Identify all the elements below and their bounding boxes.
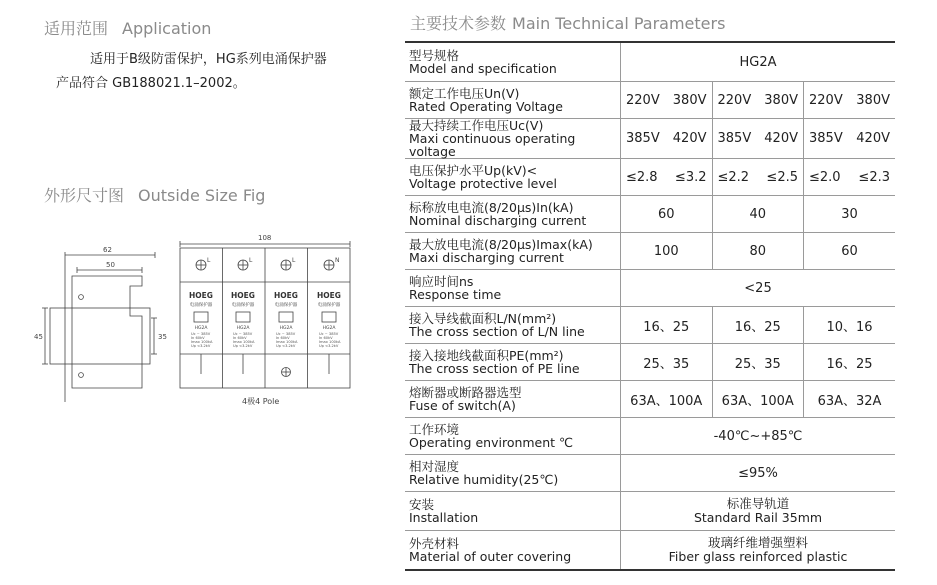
spec-value-text: 420V [764,131,798,146]
spec-label-cn: 最大放电电流(8/20μs)Imax(kA) [409,237,593,252]
module-sub-2: 电涌保护器 [231,303,255,308]
spec-label [405,270,621,307]
spec-label [405,159,621,196]
spec-row [405,233,895,270]
spec-row [405,307,895,344]
spec-value-text: ≤3.2 [674,169,707,185]
spec-value-text: 420V [672,131,707,146]
spec-value-text: 420V [856,131,890,146]
spec-value-text: ≤2.8 [626,169,658,185]
spec-value-text: ≤2.5 [766,169,798,185]
spec-label-en: Installation [409,510,479,525]
spec-label-en: Relative humidity(25℃) [409,472,559,487]
application-line-1: 适用于B级防雷保护，HG系列电涌保护器 [90,52,327,67]
application-title-en: Application [122,19,212,38]
spec-label-en: Operating environment ℃ [409,435,574,450]
terminal-label-3: L [292,257,296,264]
spec-value [621,344,713,381]
spec-value-text: 30 [841,206,858,222]
spec-label-cn: 工作环境 [409,422,460,437]
spec-value-text: 60 [841,243,858,259]
spec-label-en: Rated Operating Voltage [409,99,563,114]
spec-label-cn: 接入接地线截面积PE(mm²) [409,348,564,363]
spec-label-en: Voltage protective level [409,176,557,191]
spec-label [405,418,621,455]
spec-row [405,159,895,196]
module-model-4: HG2A [322,326,336,331]
module-sub-1: 电涌保护器 [189,303,213,308]
spec-value-text: ≤95% [738,465,778,481]
spec-row [405,418,895,455]
spec-value-text: 380V [672,92,707,108]
spec-value [804,307,896,344]
module-spec1-2: Uc ~ 385V [233,332,253,336]
module-spec3-2: Imax 100kA [233,340,255,344]
module-1 [194,260,208,374]
spec-value-text: 385V [809,131,843,146]
value-pair [625,131,708,146]
spec-label [405,307,621,344]
spec-value-text: 385V [626,131,660,146]
spec-value-text: ≤2.2 [717,169,750,185]
front-view-drawing [180,241,350,388]
spec-value-text: <25 [744,280,772,296]
spec-value [712,82,804,119]
spec-label-en: Material of outer covering [409,549,572,564]
spec-value [712,159,804,196]
spec-value [621,531,896,571]
spec-value [621,196,713,233]
spec-label-en: Maxi discharging current [409,250,564,265]
spec-value [804,119,896,159]
spec-value-text: 63A、100A [721,393,794,409]
module-brand-1: HOEG [189,291,213,300]
spec-value-text: 380V [764,92,798,108]
spec-label [405,344,621,381]
dim-45: 45 [34,333,43,341]
figure-caption: 4极4 Pole [242,397,280,406]
spec-value [804,159,896,196]
spec-value [804,381,896,418]
spec-label-cn: 相对湿度 [409,459,460,474]
spec-value-text: Fiber glass reinforced plastic [668,549,848,564]
module-4 [322,260,336,374]
spec-label-en: The cross section of L/N line [409,324,585,339]
spec-label [405,233,621,270]
spec-value-text: 63A、100A [630,393,703,409]
spec-value-text: 63A、32A [817,393,882,409]
spec-value [712,307,804,344]
application-text [56,48,396,96]
spec-value [621,381,713,418]
dim-35: 35 [158,333,167,341]
spec-value [621,42,896,82]
spec-row [405,42,895,82]
spec-label-cn: 最大持续工作电压Uc(V) [409,118,544,133]
application-title-cn: 适用范围 [44,19,109,38]
spec-label-en: Maxi continuous operating voltage [409,131,576,159]
value-pair [808,131,891,146]
spec-row [405,344,895,381]
spec-value [621,455,896,492]
spec-label-en: Nominal discharging current [409,213,587,228]
spec-value [804,82,896,119]
spec-label [405,119,621,159]
spec-value [621,233,713,270]
spec-label-cn: 接入导线截面积L/N(mm²) [409,311,557,326]
spec-value [712,381,804,418]
spec-value-text: -40℃~+85℃ [713,428,803,444]
params-heading [410,11,725,34]
spec-value-text: 标准导轨道 [726,496,790,511]
module-spec4-4: Up <3.2kV [319,344,339,348]
spec-label-cn: 熔断器或断路器选型 [409,385,522,400]
spec-value-text: HG2A [739,54,777,70]
outside-size-title-en: Outside Size Fig [138,186,266,205]
spec-value [621,159,713,196]
spec-value-text: 25、35 [734,356,781,372]
spec-value-text: 16、25 [643,319,690,335]
spec-value [804,233,896,270]
spec-label-en: The cross section of PE line [409,361,580,376]
spec-value [621,270,896,307]
module-2 [236,260,250,374]
spec-value [621,418,896,455]
spec-row [405,455,895,492]
spec-label [405,42,621,82]
module-spec3-1: Imax 100kA [191,340,213,344]
module-spec1-4: Uc ~ 385V [319,332,339,336]
module-sub-3: 电涌保护器 [274,303,298,308]
module-spec4-3: Up <3.2kV [276,344,296,348]
module-spec1-1: Uc ~ 385V [191,332,211,336]
dim-50: 50 [106,261,115,269]
spec-label [405,381,621,418]
module-spec1-3: Uc ~ 385V [276,332,296,336]
application-heading [44,16,211,39]
spec-label-cn: 型号规格 [409,48,460,63]
spec-label [405,492,621,531]
spec-value [712,344,804,381]
value-pair [717,93,800,108]
spec-value-text: 玻璃纤维增强塑料 [707,535,808,550]
spec-value [712,119,804,159]
module-spec4-2: Up <3.2kV [233,344,253,348]
spec-row [405,82,895,119]
spec-row [405,381,895,418]
module-brand-3: HOEG [274,291,298,300]
spec-value-text: 220V [809,92,843,108]
spec-value [621,82,713,119]
module-spec2-1: In 60kV [191,336,205,340]
module-model-1: HG2A [194,326,208,331]
params-title-en: Main Technical Parameters [512,14,726,33]
module-spec2-2: In 60kV [233,336,247,340]
terminal-label-1: L [207,257,211,264]
module-brand-4: HOEG [317,291,341,300]
spec-row [405,119,895,159]
spec-label-en: Model and specification [409,61,557,76]
dim-62: 62 [103,246,112,254]
spec-label-cn: 额定工作电压Un(V) [409,86,520,101]
spec-row [405,196,895,233]
spec-label [405,531,621,571]
spec-label-cn: 标称放电电流(8/20μs)In(kA) [409,200,574,215]
spec-value-text: 220V [626,92,660,108]
spec-value-text: 40 [749,206,767,222]
application-line-2: 产品符合 GB188021.1–2002。 [56,76,246,91]
spec-value-text: ≤2.0 [809,169,841,185]
spec-value [621,119,713,159]
value-pair [625,93,708,108]
spec-value-text: 380V [856,92,890,108]
spec-value [621,492,896,531]
spec-label [405,455,621,492]
spec-value-text: Standard Rail 35mm [693,510,823,525]
terminal-label-2: L [249,257,253,264]
spec-value-text: 16、25 [826,356,873,372]
spec-value-text: ≤2.3 [858,169,890,185]
module-spec2-3: In 60kV [276,336,290,340]
spec-label-cn: 外壳材料 [409,536,460,551]
spec-label [405,82,621,119]
spec-value-text: 60 [657,206,675,222]
spec-table [405,41,895,571]
params-title-cn: 主要技术参数 [410,14,507,33]
spec-label-cn: 响应时间ns [409,274,474,289]
side-view-drawing [42,252,157,402]
module-model-3: HG2A [279,326,293,331]
module-spec3-4: Imax 100kA [319,340,341,344]
value-pair [717,170,800,185]
module-spec2-4: In 60kV [319,336,333,340]
spec-row [405,531,895,571]
spec-value [621,307,713,344]
outside-size-heading [44,183,265,206]
spec-label-cn: 电压保护水平Up(kV)< [409,163,538,178]
outside-size-figure [30,224,360,414]
module-spec4-1: Up <3.2kV [191,344,211,348]
spec-row [405,492,895,531]
value-pair [808,93,891,108]
spec-value-text: 10、16 [826,319,873,335]
outside-size-title-cn: 外形尺寸图 [44,186,125,205]
module-spec3-3: Imax 100kA [276,340,298,344]
spec-row [405,270,895,307]
spec-value-text: 100 [653,243,679,259]
spec-value [712,233,804,270]
dim-108: 108 [258,234,272,242]
module-sub-4: 电涌保护器 [317,303,341,308]
spec-label [405,196,621,233]
spec-value-text: 25、35 [643,356,690,372]
spec-label-en: Fuse of switch(A) [409,398,516,413]
spec-label-cn: 安装 [409,497,435,512]
spec-value [804,196,896,233]
spec-value-text: 80 [749,243,767,259]
spec-value-text: 385V [717,131,752,146]
terminal-label-4: N [335,257,340,264]
value-pair [717,131,800,146]
module-model-2: HG2A [236,326,250,331]
module-brand-2: HOEG [231,291,255,300]
value-pair [808,170,891,185]
module-3 [279,260,293,377]
value-pair [625,170,708,185]
spec-label-en: Response time [409,287,502,302]
spec-value-text: 220V [717,92,752,108]
spec-value [712,196,804,233]
spec-value-text: 16、25 [734,319,781,335]
spec-value [804,344,896,381]
